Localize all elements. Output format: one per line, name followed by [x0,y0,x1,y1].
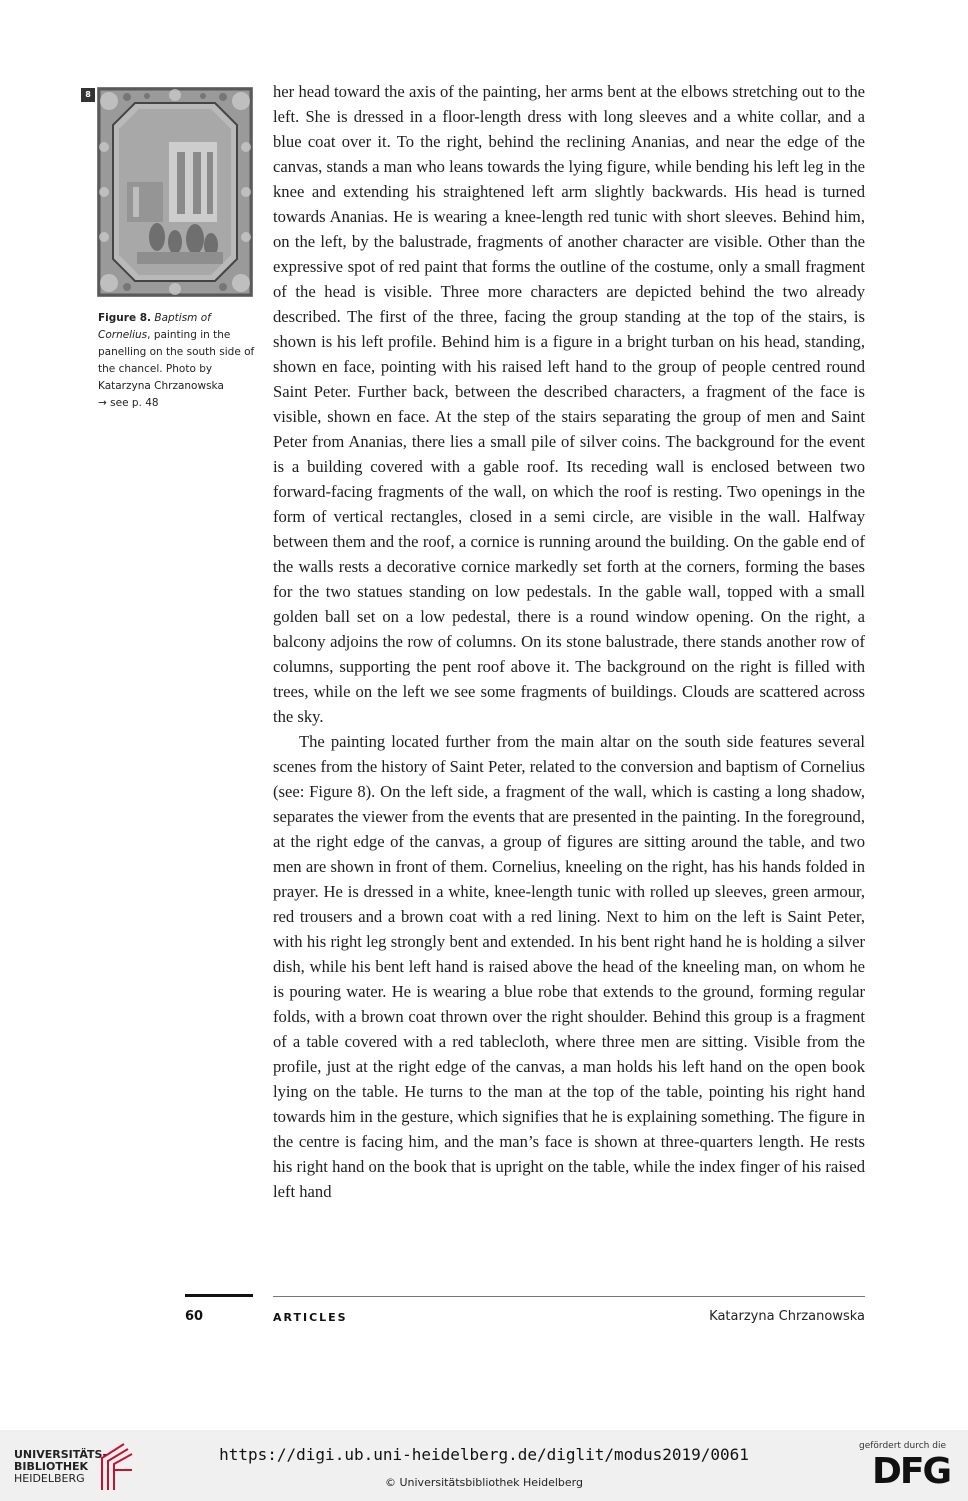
copyright-notice: © Universitätsbibliothek Heidelberg [384,1476,583,1489]
section-label: ARTICLES [273,1311,348,1324]
caption-page-reference[interactable]: → see p. 48 [98,397,159,409]
paragraph-1: her head toward the axis of the painting, her arms bent at the elbows stretching out to the left. She is dressed in a floor-length dress with long sleeves and a white collar, and a blue coat over it. To the right, behind the reclining Ananias, and near the edge of the canvas, stands a man who leans towards the lying figure, while bending his left leg in the knee and extending his straightened left arm slightly backwards. His head is turned towards Ananias. He is wearing a knee-length red tunic with short sleeves. Behind him, on the left, by the balustrade, fragments of another character are visible. Other than the expressive spot of red paint that forms the outline of the costume, only a small fragment of the head is visible. Three more characters are depicted behind the two already described. The first of the three, facing the group standing at the top of the stairs, is shown is his left profile. Behind him is a figure in a bright turban on his head, standing, shown en face, pointing with his raised left hand to the group of people centred round Saint Peter. Further back, between the described characters, a fragment of the face is visible, shown en face. At the step of the stairs separating the group of men and Saint Peter from Ananias, there lies a small pile of silver coins. The background for the event is a building covered with a gable roof. Its receding wall is enclosed between two forward-facing fragments of the wall, on which the roof is resting. Two openings in the form of vertical rectangles, closed in a semi circle, are visible in the wall. Halfway between them and the roof, a cornice is running around the building. On the gable end of the walls rests a decorative cornice markedly set forth at the corners, forming the bases for the two statues standing on low pedestals. In the gable wall, topped with a small golden ball set on a low pedestal, there is a round window opening. On the right, a balcony adjoins the row of columns. On its stone balustrade, there stands another row of columns, supporting the pent roof above it. The background on the right is filled with trees, while on the left we see some fragments of buildings. Clouds are scattered across the sky. [273,82,865,726]
dfg-logo[interactable]: DFG [871,1451,950,1492]
footer-accent-bar [185,1294,253,1297]
paragraph-2: The painting located further from the main altar on the south side features several scenes from the history of Saint Peter, related to the conversion and baptism of Cornelius (see: Figure 8). On the left side, a fragment of the wall, which is casting a long shadow, separates the viewer from the events that are presented in the painting. In the foreground, at the right edge of the canvas, a group of figures are sitting around the table, and two men are shown in front of them. Cornelius, kneeling on the right, has his hands folded in prayer. He is dressed in a white, knee-length tunic with rolled up sleeves, green armour, red trousers and a brown coat with a red lining. Next to him on the left is Saint Peter, with his right leg strongly bent and extended. In his bent right hand he is holding a silver dish, while his bent left hand is raised above the head of the kneeling man, on whom he is pouring water. He is wearing a blue robe that extends to the ground, forming regular folds, with a brown coat thrown over the right shoulder. Behind this group is a fragment of a table covered with a red tablecloth, where three men are sitting. Visible from the profile, just at the right edge of the canvas, a man holds his left hand on the open book lying on the table. He turns to the man at the top of the table, pointing his right hand towards him in the gesture, which signifies that he is explaining something. The figure in the centre is facing him, and the man’s face is shown at three-quarters length. He rests his right hand on the book that is upright on the table, while the index finger of his raised left hand [273,732,865,1201]
figure-8-painting-image[interactable] [97,87,253,297]
library-name-line-1: UNIVERSITÄTS- [14,1448,108,1461]
footer-author: Katarzyna Chrzanowska [709,1309,865,1324]
caption-text: , painting in the panelling on the south side of the chancel. Photo by Katarzyna Chrzanowska [98,329,255,392]
article-body [273,79,865,1204]
caption-title: Baptism of Cornelius [98,312,211,341]
page-number: 60 [185,1309,204,1324]
caption-label: Figure 8. [98,312,152,324]
document-url[interactable]: https://digi.ub.uni-heidelberg.de/diglit/modus2019/0061 [219,1445,749,1464]
library-name-line-3: HEIDELBERG [14,1472,85,1485]
figure-caption [98,310,258,412]
funding-note: gefördert durch die [859,1441,946,1451]
library-name-line-2: BIBLIOTHEK [14,1460,89,1473]
figure-number-badge: 8 [81,88,95,102]
viewer-bottom-bar [0,1430,968,1501]
footer-divider [273,1296,865,1297]
